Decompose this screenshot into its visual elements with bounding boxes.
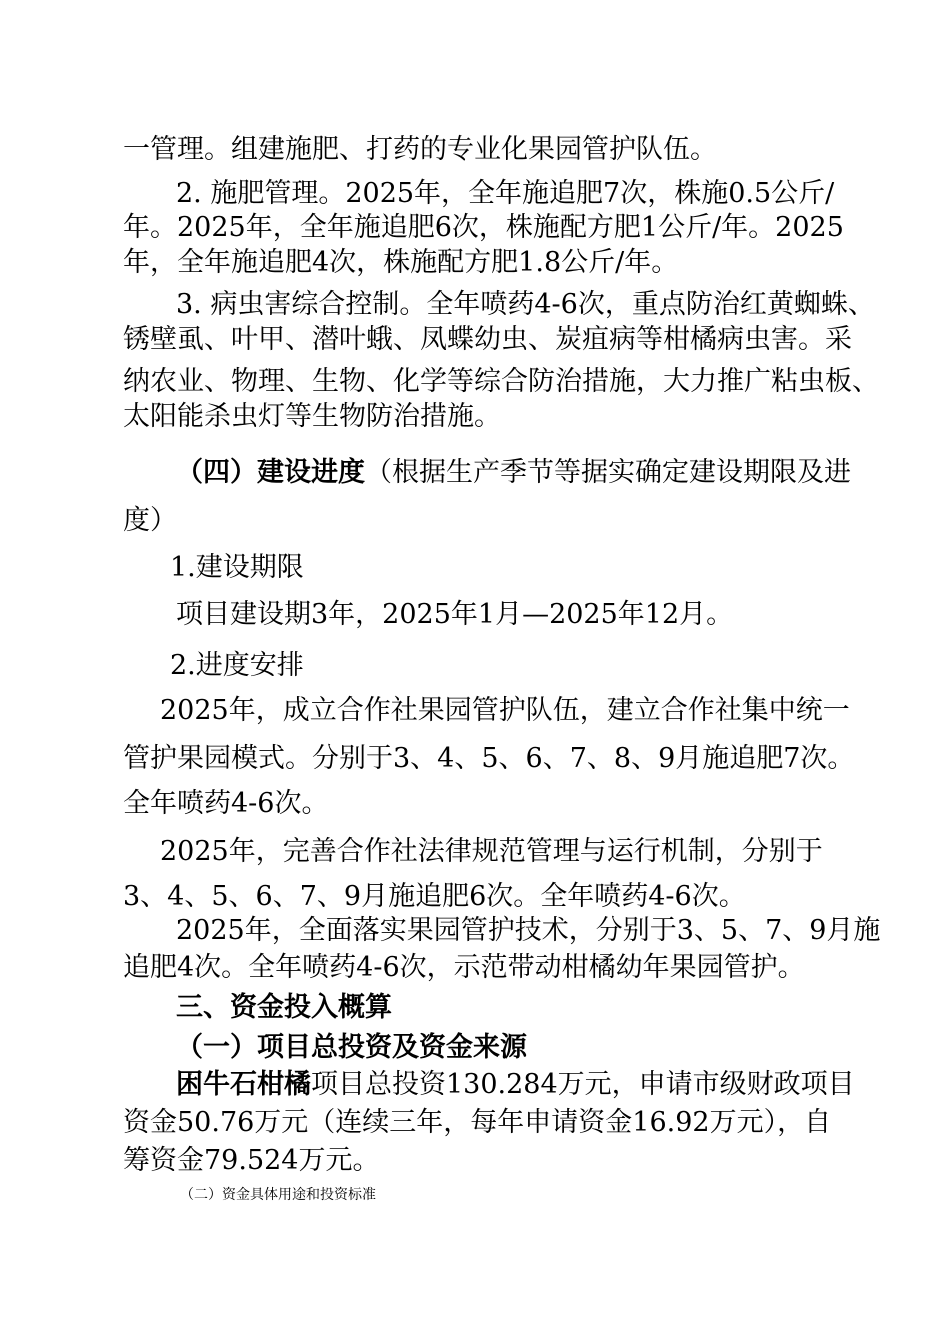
text-line: 筹资金79.524万元。: [123, 1145, 380, 1176]
section-heading-funding: 三、资金投入概算: [176, 992, 392, 1023]
text-line: 太阳能杀虫灯等生物防治措施。: [123, 401, 501, 432]
text-line: 资金50.76万元（连续三年，每年申请资金16.92万元），自: [123, 1107, 832, 1138]
section-heading-progress: [176, 455, 950, 491]
text-line: 管护果园模式。分别于3、4、5、6、7、8、9月施追肥7次。: [123, 743, 855, 774]
text-line: 纳农业、物理、生物、化学等综合防治措施，大力推广粘虫板、: [123, 366, 879, 397]
subheading-fund-usage: （二）资金具体用途和投资标准: [180, 1187, 376, 1203]
investment-line: [176, 1067, 950, 1103]
text-line: 2025年，成立合作社果园管护队伍，建立合作社集中统一: [160, 695, 850, 726]
text-line: 年。2025年，全年施追肥6次，株施配方肥1公斤/年。2025: [123, 212, 844, 243]
section-note: （根据生产季节等据实确定建设期限及进: [365, 457, 851, 488]
subheading-total-investment: （一）项目总投资及资金来源: [176, 1032, 527, 1063]
text-line: 锈壁虱、叶甲、潜叶蛾、凤蝶幼虫、炭疽病等柑橘病虫害。采: [123, 324, 852, 355]
text-line: 2025年，完善合作社法律规范管理与运行机制，分别于: [160, 836, 823, 867]
text-line: 一管理。组建施肥、打药的专业化果园管护队伍。: [123, 134, 717, 165]
project-name: 困牛石柑橘: [176, 1069, 311, 1100]
subheading-period: 1.建设期限: [170, 552, 304, 583]
text-line: 3. 病虫害综合控制。全年喷药4-6次，重点防治红黄蜘蛛、: [176, 289, 875, 320]
text-line: 度）: [123, 505, 177, 536]
text-line: 追肥4次。全年喷药4-6次，示范带动柑橘幼年果园管护。: [123, 952, 805, 983]
text-line: 3、4、5、6、7、9月施追肥6次。全年喷药4-6次。: [123, 881, 746, 912]
text-line: 2025年，全面落实果园管护技术，分别于3、5、7、9月施: [176, 915, 881, 946]
text-line: 全年喷药4-6次。: [123, 788, 329, 819]
text-line: 2. 施肥管理。2025年，全年施追肥7次，株施0.5公斤/: [176, 178, 835, 209]
subheading-schedule: 2.进度安排: [170, 650, 304, 681]
text-line: 项目建设期3年，2025年1月—2025年12月。: [176, 599, 734, 630]
text-line: 年，全年施追肥4次，株施配方肥1.8公斤/年。: [123, 247, 679, 278]
investment-text: 项目总投资130.284万元，申请市级财政项目: [311, 1069, 855, 1100]
section-heading-text: （四）建设进度: [176, 457, 365, 488]
